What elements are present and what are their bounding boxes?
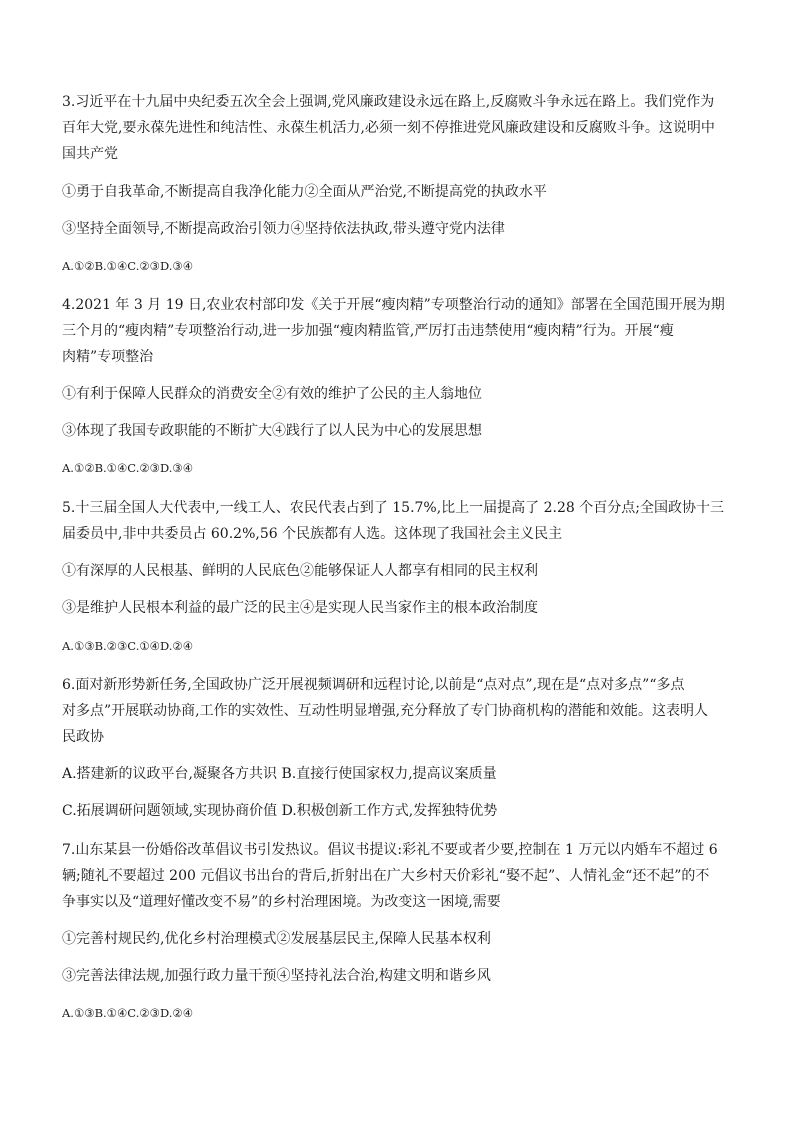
answer-options: A.①②B.①④C.②③D.③④ [62,259,194,273]
choice-line: C.拓展调研问题领域,实现协商价值 D.积极创新工作方式,发挥独特优势 [62,803,498,819]
question-stem-line: 6.面对新形势新任务,全国政协广泛开展视频调研和远程讨论,以前是“点对点”,现在是“点对多点”“多点 [62,677,685,693]
question-stem-line: 三个月的“瘦肉精”专项整治行动,进一步加强“瘦肉精监管,严厉打击违禁使用“瘦肉精”行为。开展“瘦 [62,323,674,339]
statement-line: ①完善村规民约,优化乡村治理模式②发展基层民主,保障人民基本权利 [62,931,491,947]
statement-line: ③坚持全面领导,不断提高政治引领力④坚持依法执政,带头遵守党内法律 [62,221,505,237]
question-stem-line: 百年大党,要永葆先进性和纯洁性、永葆生机活力,必须一刻不停推进党风廉政建设和反腐败斗争。这说明中 [62,120,715,136]
statement-line: ①有深厚的人民根基、鲜明的人民底色②能够保证人人都享有相同的民主权利 [62,563,538,579]
question-stem-line: 届委员中,非中共委员占 60.2%,56 个民族都有人选。这体现了我国社会主义民主 [62,526,563,542]
statement-line: ①有利于保障人民群众的消费安全②有效的维护了公民的主人翁地位 [62,386,482,402]
question-stem-line: 7.山东某县一份婚俗改革倡议书引发热议。倡议书提议:彩礼不要或者少要,控制在 1 万元以内婚车不超过 6 [62,842,718,858]
statement-line: ③完善法律法规,加强行政力量干预④坚持礼法合治,构建文明和谐乡风 [62,968,491,984]
question-stem-line: 争事实以及“道理好懂改变不易”的乡村治理困境。为改变这一困境,需要 [62,894,501,910]
statement-line: ③是维护人民根本利益的最广泛的民主④是实现人民当家作主的根本政治制度 [62,600,538,616]
question-stem-line: 4.2021 年 3 月 19 日,农业农村部印发《关于开展“瘦肉精”专项整治行动的通知》部署在全国范围开展为期 [62,297,725,313]
question-stem-line: 辆;随礼不要超过 200 元倡议书出台的背后,折射出在广大乡村天价彩礼“娶不起”、人情礼金“还不起”的不 [62,868,710,884]
answer-options: A.①③B.①④C.②③D.②④ [62,1006,194,1020]
answer-options: A.①③B.②③C.①④D.②④ [62,639,194,653]
question-stem-line: 国共产党 [62,146,118,162]
choice-line: A.搭建新的议政平台,凝聚各方共识 B.直接行使国家权力,提高议案质量 [62,766,497,782]
question-stem-line: 民政协 [62,729,104,745]
question-stem-line: 3.习近平在十九届中央纪委五次全会上强调,党风廉政建设永远在路上,反腐败斗争永远在路上。我们党作为 [62,94,715,110]
statement-line: ③体现了我国专政职能的不断扩大④践行了以人民为中心的发展思想 [62,423,482,439]
statement-line: ①勇于自我革命,不断提高自我净化能力②全面从严治党,不断提高党的执政水平 [62,184,547,200]
question-stem-line: 肉精”专项整治 [62,349,154,365]
question-stem-line: 对多点”开展联动协商,工作的实效性、互动性明显增强,充分释放了专门协商机构的潜能和效能。这表明人 [62,703,709,719]
answer-options: A.①②B.①④C.②③D.③④ [62,461,194,475]
question-stem-line: 5.十三届全国人大代表中,一线工人、农民代表占到了 15.7%,比上一届提高了 2.28 个百分点;全国政协十三 [62,500,724,516]
